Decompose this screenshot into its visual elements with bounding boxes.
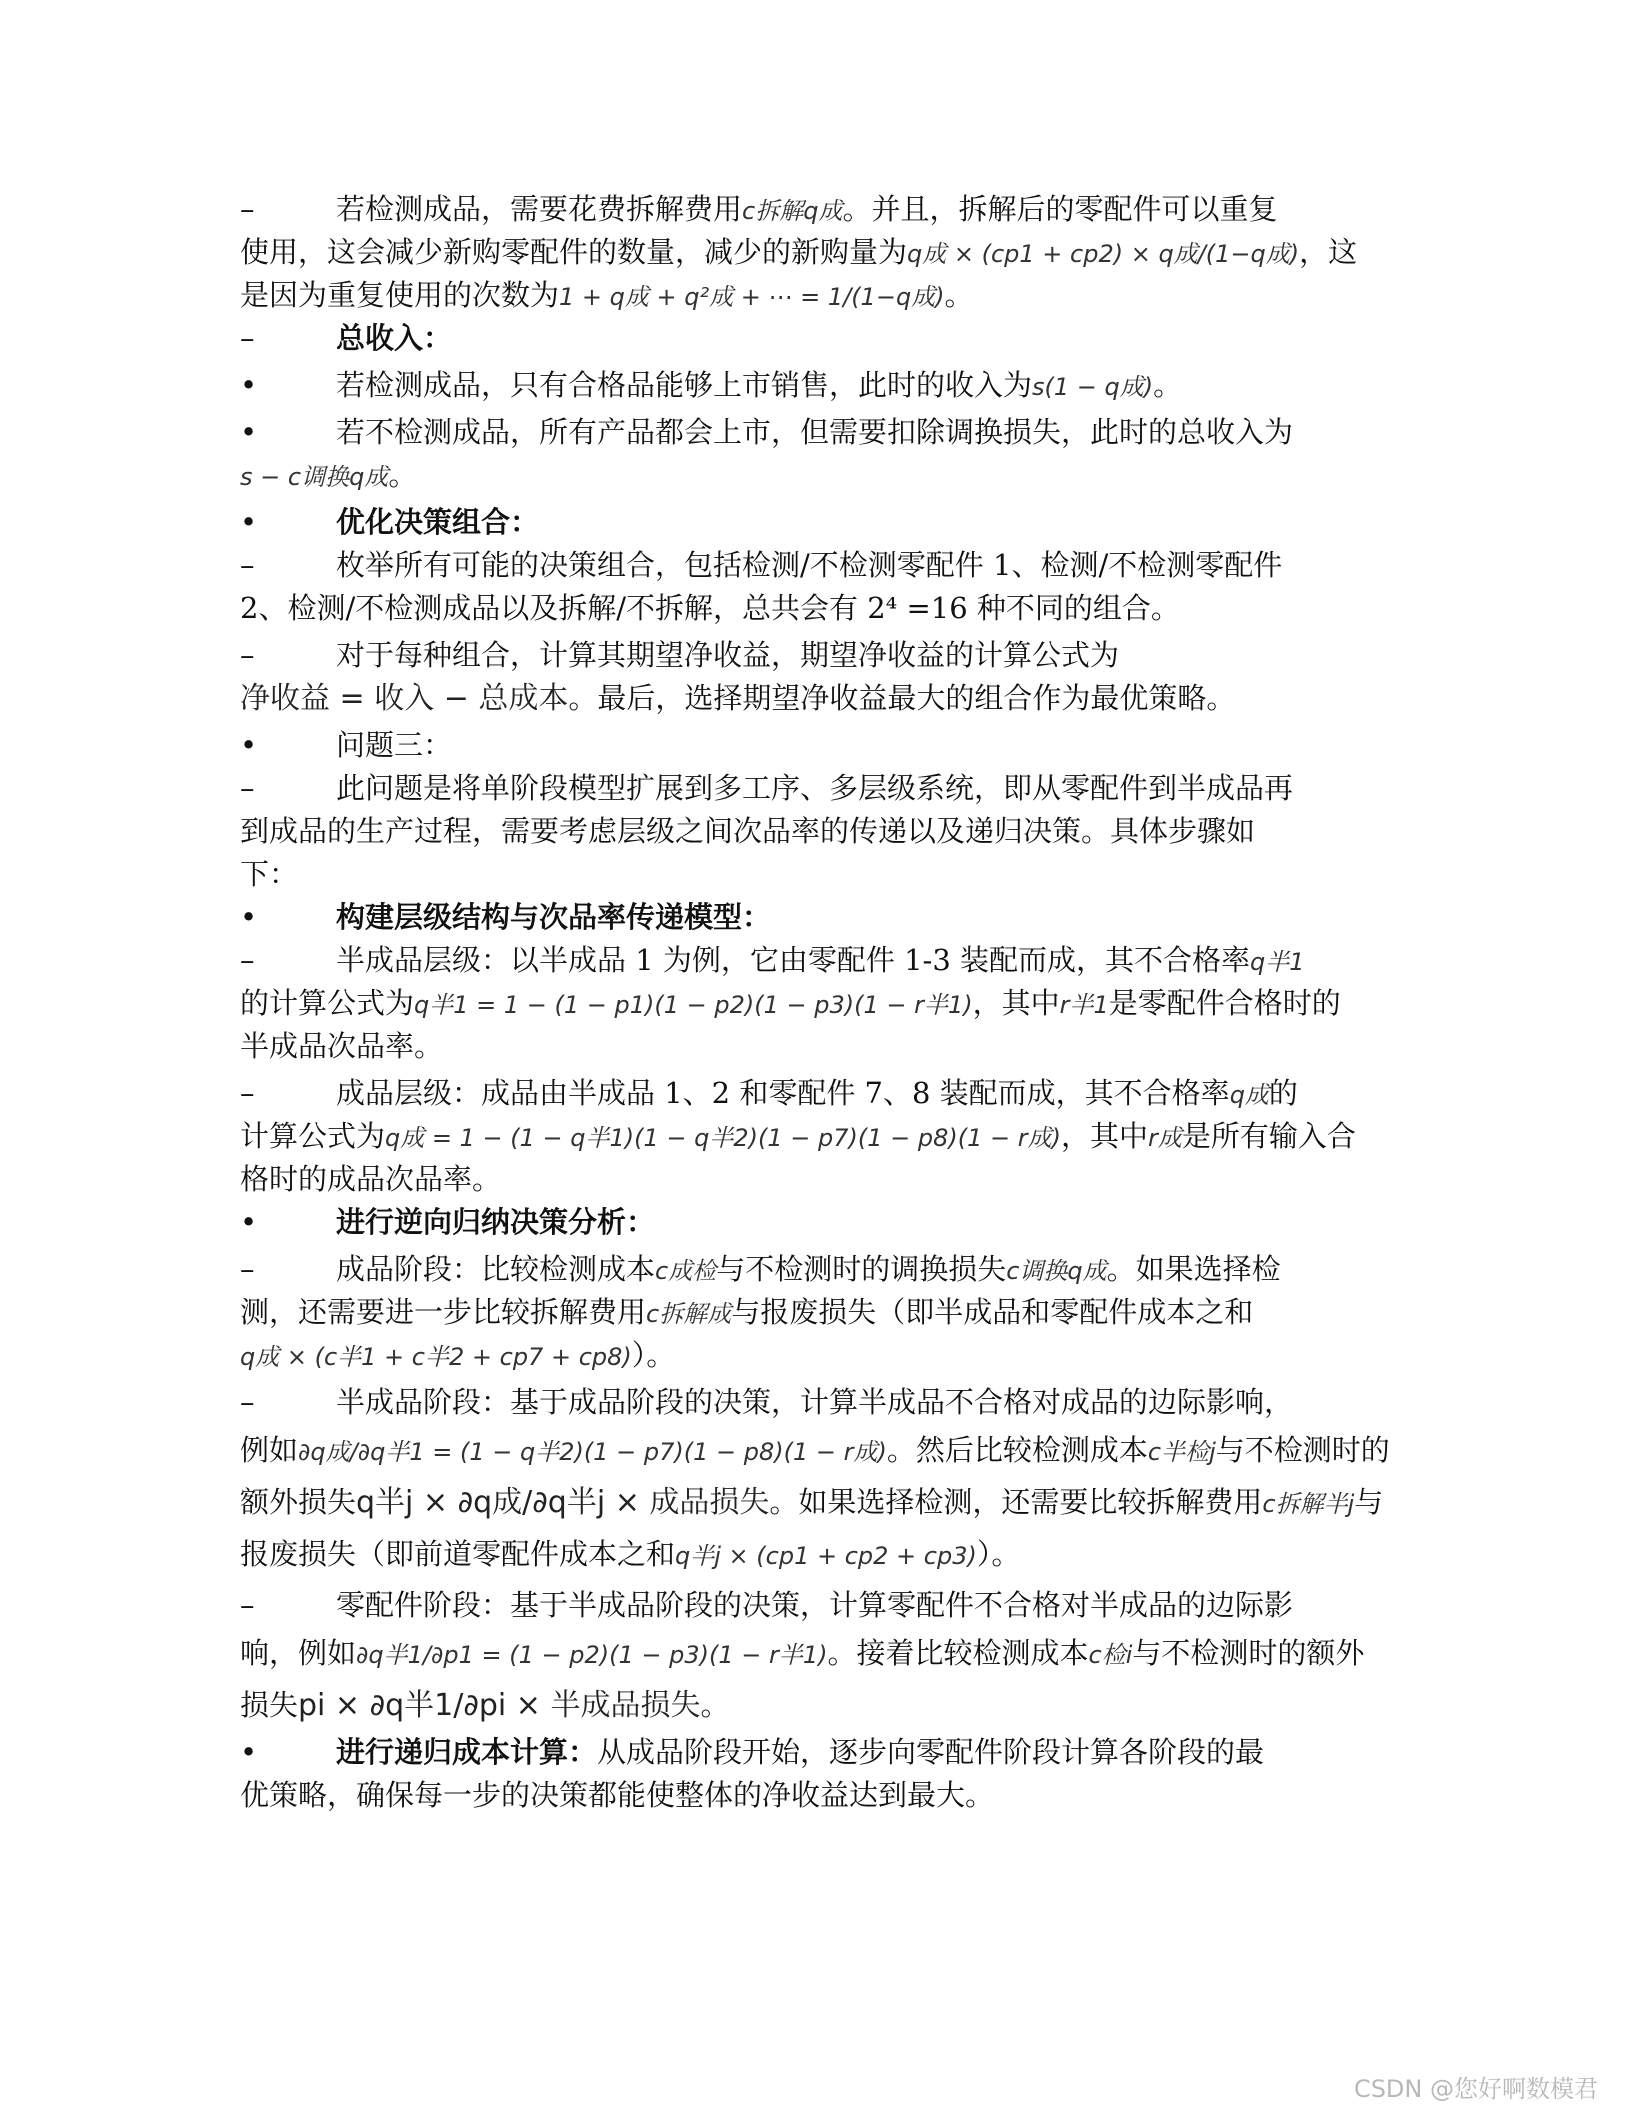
text-line bbox=[240, 501, 1390, 544]
paragraph-text: 的计算公式为 bbox=[240, 986, 415, 1020]
line-content bbox=[240, 274, 974, 319]
dash-marker: – bbox=[240, 321, 255, 355]
text-line bbox=[240, 677, 1390, 720]
paragraph-text: 格时的成品次品率。 bbox=[240, 1162, 502, 1196]
bullet-marker: • bbox=[240, 900, 258, 934]
paragraph-text: 的 bbox=[1268, 1076, 1298, 1110]
formula: c调换q成 bbox=[1006, 1257, 1107, 1285]
text-line bbox=[240, 1291, 1390, 1334]
paragraph-text: ，这 bbox=[1299, 235, 1358, 269]
text-line bbox=[240, 1627, 1390, 1679]
text-line bbox=[240, 1774, 1390, 1817]
text-line bbox=[240, 454, 1390, 497]
text-line bbox=[240, 1201, 1390, 1244]
text-line bbox=[240, 1025, 1390, 1068]
text-line bbox=[240, 587, 1390, 630]
paragraph-text: 成品层级：成品由半成品 1、2 和零配件 7、8 装配而成，其不合格率 bbox=[336, 1076, 1230, 1110]
formula: q成 bbox=[1229, 1081, 1269, 1109]
line-content bbox=[336, 896, 771, 939]
line-content bbox=[336, 1201, 655, 1244]
line-content bbox=[336, 1072, 1298, 1117]
line-content bbox=[240, 1774, 994, 1817]
formula: s(1 − q成) bbox=[1032, 373, 1154, 401]
text-line bbox=[240, 1476, 1390, 1528]
formula: c半检j bbox=[1147, 1438, 1216, 1466]
paragraph-text: ）。 bbox=[631, 1338, 676, 1372]
paragraph-text: 下： bbox=[240, 857, 299, 891]
paragraph-text: 。如果选择检 bbox=[1106, 1252, 1281, 1286]
bullet-marker: • bbox=[240, 1735, 258, 1769]
watermark: CSDN @您好啊数模君 bbox=[1353, 2075, 1598, 2103]
line-content bbox=[336, 939, 1305, 984]
document-body bbox=[240, 188, 1390, 1817]
line-content bbox=[336, 1584, 1293, 1627]
text-line bbox=[240, 896, 1390, 939]
dash-marker: – bbox=[240, 548, 255, 582]
paragraph-text: 测，还需要进一步比较拆解费用 bbox=[240, 1295, 647, 1329]
paragraph-text: 响，例如 bbox=[240, 1636, 357, 1670]
formula: c拆解成 bbox=[646, 1300, 732, 1328]
formula: pi × ∂q半1/∂pi × 半成品损失 bbox=[298, 1688, 701, 1723]
formula: s − c调换q成 bbox=[240, 463, 389, 491]
paragraph-text: 。 bbox=[1153, 368, 1183, 402]
text-line bbox=[240, 939, 1390, 982]
text-line bbox=[240, 544, 1390, 587]
paragraph-text: 是因为重复使用的次数为 bbox=[240, 278, 560, 312]
line-content bbox=[240, 1025, 443, 1068]
formula: r成 bbox=[1147, 1124, 1182, 1152]
line-content bbox=[240, 587, 1180, 630]
line-content bbox=[336, 364, 1182, 409]
paragraph-text: 是零配件合格时的 bbox=[1108, 986, 1341, 1020]
paragraph-text: 。接着比较检测成本 bbox=[827, 1636, 1089, 1670]
line-content bbox=[240, 1476, 1383, 1530]
line-content bbox=[240, 1291, 1253, 1336]
text-line bbox=[240, 1584, 1390, 1627]
paragraph-text: 此问题是将单阶段模型扩展到多工序、多层级系统，即从零配件到半成品再 bbox=[336, 771, 1294, 805]
paragraph-text: 优策略，确保每一步的决策都能使整体的净收益达到最大。 bbox=[240, 1778, 995, 1812]
formula: q半j × ∂q成/∂q半j × 成品损失 bbox=[356, 1485, 770, 1520]
line-content bbox=[240, 1528, 1020, 1582]
line-content bbox=[240, 231, 1357, 276]
paragraph-text: 。 bbox=[700, 1688, 730, 1722]
text-line bbox=[240, 411, 1390, 454]
bold-heading-text: 进行递归成本计算： bbox=[336, 1735, 598, 1769]
line-content bbox=[336, 634, 1119, 677]
paragraph-text: 成品阶段：比较检测成本 bbox=[336, 1252, 656, 1286]
text-line bbox=[240, 1731, 1390, 1774]
line-content bbox=[240, 1627, 1364, 1681]
dash-marker: – bbox=[240, 1385, 255, 1419]
text-line bbox=[240, 767, 1390, 810]
text-line bbox=[240, 317, 1390, 360]
line-content bbox=[240, 677, 1235, 720]
text-line bbox=[240, 1115, 1390, 1158]
paragraph-text: 半成品阶段：基于成品阶段的决策，计算半成品不合格对成品的边际影响， bbox=[336, 1385, 1294, 1419]
formula: q半1 bbox=[1250, 948, 1305, 976]
formula: q半j × (cp1 + cp2 + cp3) bbox=[675, 1542, 977, 1570]
paragraph-text: 。并且，拆解后的零配件可以重复 bbox=[842, 192, 1278, 226]
paragraph-text: 若不检测成品，所有产品都会上市，但需要扣除调换损失，此时的总收入为 bbox=[336, 415, 1294, 449]
paragraph-text: 若检测成品，只有合格品能够上市销售，此时的收入为 bbox=[336, 368, 1033, 402]
paragraph-text: 与不检测时的调换损失 bbox=[716, 1252, 1007, 1286]
paragraph-text: 零配件阶段：基于半成品阶段的决策，计算零配件不合格对半成品的边际影 bbox=[336, 1588, 1294, 1622]
formula: c拆解q成 bbox=[742, 197, 843, 225]
line-content bbox=[336, 724, 452, 767]
paragraph-text: 计算公式为 bbox=[240, 1119, 386, 1153]
paragraph-text: 与不检测时的 bbox=[1215, 1433, 1390, 1467]
bullet-marker: • bbox=[240, 415, 258, 449]
text-line bbox=[240, 188, 1390, 231]
line-content bbox=[240, 1158, 501, 1201]
paragraph-text: 。如果选择检测，还需要比较拆解费用 bbox=[769, 1485, 1263, 1519]
dash-marker: – bbox=[240, 1252, 255, 1286]
formula: ∂q半1/∂p1 = (1 − p2)(1 − p3)(1 − r半1) bbox=[356, 1641, 828, 1669]
line-content bbox=[240, 454, 417, 499]
text-line bbox=[240, 1248, 1390, 1291]
text-line bbox=[240, 1528, 1390, 1580]
paragraph-text: 。 bbox=[388, 458, 418, 492]
paragraph-text: 2、检测/不检测成品以及拆解/不拆解，总共会有 2⁴ =16 种不同的组合。 bbox=[240, 591, 1180, 625]
formula: q半1 = 1 − (1 − p1)(1 − p2)(1 − p3)(1 − r半1) bbox=[414, 991, 973, 1019]
text-line bbox=[240, 231, 1390, 274]
line-content bbox=[240, 810, 1255, 853]
paragraph-text: 到成品的生产过程，需要考虑层级之间次品率的传递以及递归决策。具体步骤如 bbox=[240, 814, 1256, 848]
bold-heading-text: 构建层级结构与次品率传递模型： bbox=[336, 900, 772, 934]
text-line bbox=[240, 274, 1390, 317]
dash-marker: – bbox=[240, 192, 255, 226]
bullet-marker: • bbox=[240, 368, 258, 402]
text-line bbox=[240, 1072, 1390, 1115]
paragraph-text: 报废损失（即前道零配件成本之和 bbox=[240, 1537, 676, 1571]
formula: 净收益 = 收入 − 总成本 bbox=[240, 681, 569, 716]
paragraph-text: 对于每种组合，计算其期望净收益，期望净收益的计算公式为 bbox=[336, 638, 1120, 672]
line-content bbox=[240, 1334, 675, 1379]
text-line bbox=[240, 982, 1390, 1025]
paragraph-text: ）。 bbox=[976, 1537, 1021, 1571]
line-content bbox=[336, 317, 452, 360]
line-content bbox=[240, 853, 298, 896]
paragraph-text: 半成品次品率。 bbox=[240, 1029, 444, 1063]
bold-heading-text: 优化决策组合： bbox=[336, 505, 540, 539]
paragraph-text: 从成品阶段开始，逐步向零配件阶段计算各阶段的最 bbox=[597, 1735, 1265, 1769]
line-content bbox=[336, 1731, 1264, 1774]
formula: q成 × (c半1 + c半2 + cp7 + cp8) bbox=[240, 1343, 632, 1371]
paragraph-text: 与 bbox=[1354, 1485, 1384, 1519]
line-content bbox=[336, 544, 1282, 587]
paragraph-text: 。 bbox=[944, 278, 974, 312]
line-content bbox=[240, 1424, 1390, 1478]
formula: r半1 bbox=[1059, 991, 1109, 1019]
bold-heading-text: 总收入： bbox=[336, 321, 453, 355]
text-line bbox=[240, 853, 1390, 896]
paragraph-text: 额外损失 bbox=[240, 1485, 357, 1519]
dash-marker: – bbox=[240, 1076, 255, 1110]
text-line bbox=[240, 724, 1390, 767]
paragraph-text: 。然后比较检测成本 bbox=[886, 1433, 1148, 1467]
paragraph-text: 问题三： bbox=[336, 728, 453, 762]
line-content bbox=[336, 501, 539, 544]
paragraph-text: 与报废损失（即半成品和零配件成本之和 bbox=[731, 1295, 1254, 1329]
dash-marker: – bbox=[240, 1588, 255, 1622]
line-content bbox=[336, 767, 1293, 810]
text-line bbox=[240, 1381, 1390, 1424]
paragraph-text: 例如 bbox=[240, 1433, 299, 1467]
dash-marker: – bbox=[240, 771, 255, 805]
formula: 1 + q成 + q²成 + ⋯ = 1/(1−q成) bbox=[559, 283, 945, 311]
line-content bbox=[336, 1248, 1281, 1293]
text-line bbox=[240, 1158, 1390, 1201]
paragraph-text: 损失 bbox=[240, 1688, 299, 1722]
text-line bbox=[240, 634, 1390, 677]
text-line bbox=[240, 1679, 1390, 1731]
line-content bbox=[336, 1381, 1293, 1424]
paragraph-text: 枚举所有可能的决策组合，包括检测/不检测零配件 1、检测/不检测零配件 bbox=[336, 548, 1283, 582]
formula: c拆解半j bbox=[1262, 1490, 1355, 1518]
paragraph-text: 。最后，选择期望净收益最大的组合作为最优策略。 bbox=[568, 681, 1236, 715]
line-content bbox=[240, 1679, 729, 1732]
paragraph-text: 若检测成品，需要花费拆解费用 bbox=[336, 192, 743, 226]
formula: q成 = 1 − (1 − q半1)(1 − q半2)(1 − p7)(1 − p8)(1 − r成) bbox=[385, 1124, 1061, 1152]
paragraph-text: ，其中 bbox=[972, 986, 1060, 1020]
text-line bbox=[240, 1334, 1390, 1377]
bullet-marker: • bbox=[240, 728, 258, 762]
line-content bbox=[336, 411, 1293, 454]
text-line bbox=[240, 1424, 1390, 1476]
formula: q成 × (cp1 + cp2) × q成/(1−q成) bbox=[907, 240, 1300, 268]
text-line bbox=[240, 810, 1390, 853]
paragraph-text: 与不检测时的额外 bbox=[1132, 1636, 1365, 1670]
line-content bbox=[240, 1115, 1356, 1160]
paragraph-text: 使用，这会减少新购零配件的数量，减少的新购量为 bbox=[240, 235, 908, 269]
line-content bbox=[336, 188, 1277, 233]
formula: ∂q成/∂q半1 = (1 − q半2)(1 − p7)(1 − p8)(1 − r成) bbox=[298, 1438, 887, 1466]
dash-marker: – bbox=[240, 638, 255, 672]
formula: c检i bbox=[1088, 1641, 1133, 1669]
bold-heading-text: 进行逆向归纳决策分析： bbox=[336, 1205, 656, 1239]
dash-marker: – bbox=[240, 943, 255, 977]
paragraph-text: 半成品层级：以半成品 1 为例，它由零配件 1-3 装配而成，其不合格率 bbox=[336, 943, 1251, 977]
formula: c成检 bbox=[655, 1257, 717, 1285]
line-content bbox=[240, 982, 1341, 1027]
paragraph-text: ，其中 bbox=[1060, 1119, 1148, 1153]
bullet-marker: • bbox=[240, 505, 258, 539]
text-line bbox=[240, 364, 1390, 407]
paragraph-text: 是所有输入合 bbox=[1181, 1119, 1356, 1153]
bullet-marker: • bbox=[240, 1205, 258, 1239]
